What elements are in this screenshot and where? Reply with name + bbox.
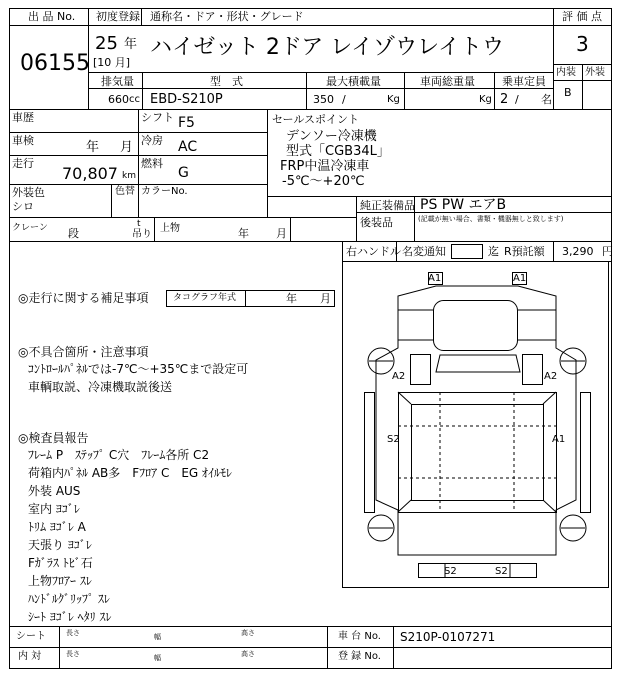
ext-color-label: 外装色 <box>12 186 45 199</box>
first-reg-year: 25 <box>95 33 118 54</box>
shift-value: F5 <box>178 115 195 131</box>
car-name-label: 通称名・ドア・形状・グレード <box>150 10 304 23</box>
model-value: EBD-S210P <box>150 92 223 107</box>
fuel-label: 燃料 <box>141 157 163 170</box>
crane-label: クレーン <box>12 223 48 233</box>
tax-label: 迄 <box>488 245 499 258</box>
capacity-slash: / <box>515 93 519 106</box>
aftermarket-label: 後装品 <box>360 216 393 229</box>
displacement-label: 排気量 <box>101 75 134 88</box>
inspector-line-9: ﾊﾝﾄﾞﾙｸﾞﾘｯﾌﾟ ｽﾚ <box>28 592 110 606</box>
length-label: 長さ <box>66 629 80 637</box>
damage-mark: A1 <box>513 273 527 284</box>
capacity-value: 2 <box>500 92 509 107</box>
fuel-value: G <box>178 165 189 181</box>
height-label: 高さ <box>241 650 255 658</box>
damage-mark: A1 <box>552 434 566 445</box>
inspector-line-7: Fｶﾞﾗｽ ﾄﾋﾞ石 <box>28 556 93 570</box>
aftermarket-note: (記載が無い場合、書類・機器無しと致します) <box>418 215 564 223</box>
max-load-label: 最大積載量 <box>326 75 381 88</box>
recycle-label: R預託額 <box>504 245 545 258</box>
upper-year: 年 <box>238 227 249 240</box>
inspector-line-8: 上物ﾌﾛｱｰ ｽﾚ <box>28 574 92 588</box>
inspector-line-6: 天張り ﾖｺﾞﾚ <box>28 538 92 552</box>
name-change-label: 名変通知 <box>402 245 446 258</box>
inspector-line-5: ﾄﾘﾑ ﾖｺﾞﾚ A <box>28 520 86 534</box>
displacement-value: 660 <box>108 93 129 106</box>
damage-mark: S2 <box>495 566 508 577</box>
registration-label: 登 録 No. <box>338 651 381 662</box>
recycle-value: 3,290 <box>562 245 594 258</box>
lot-number: 06155 <box>20 51 90 76</box>
car-name: ハイゼット 2ドア レイゾウレイトウ <box>150 35 505 60</box>
inspection-year: 年 <box>86 140 100 155</box>
sales-line-3: FRP中温冷凍車 <box>280 159 370 174</box>
height-label: 高さ <box>241 629 255 637</box>
mileage-unit: km <box>122 171 136 181</box>
crane-unit: 段 <box>68 227 79 240</box>
gross-weight-label: 車両総重量 <box>420 75 475 88</box>
capacity-unit: 名 <box>541 93 552 106</box>
inspector-line-4: 室内 ﾖｺﾞﾚ <box>28 502 80 516</box>
overall-score: 3 <box>576 32 589 56</box>
handle-side: 右ハンドル <box>346 245 401 258</box>
sales-point-label: セールスポイント <box>272 113 360 126</box>
exterior-label: 外装 <box>585 67 605 78</box>
mileage-value: 70,807 <box>62 164 118 183</box>
color-no-label-2: カラーNo. <box>141 186 188 197</box>
inspection-label: 車検 <box>12 134 34 147</box>
displacement-unit: cc <box>129 94 140 105</box>
width-label: 幅 <box>154 654 161 662</box>
aircon-label: 冷房 <box>141 134 163 147</box>
damage-mark: A2 <box>544 371 558 382</box>
defect-line-2: 車輌取説、冷凍機取説後送 <box>28 380 173 394</box>
inspector-line-2: 荷箱内ﾊﾟﾈﾙ AB多 Fﾌﾛｱ C EG ｵｲﾙﾓﾚ <box>28 466 233 480</box>
chassis-label: 車 台 No. <box>338 631 381 642</box>
inspection-month: 月 <box>120 140 134 155</box>
color-no-label: 色替 <box>115 186 135 197</box>
max-load-slash: / <box>342 93 346 106</box>
inspector-line-1: ﾌﾚｰﾑ P ｽﾃｯﾌﾟ C穴 ﾌﾚｰﾑ各所 C2 <box>28 448 210 462</box>
inspector-report-label: ◎検査員報告 <box>18 431 89 445</box>
defects-label: ◎不具合箇所・注意事項 <box>18 345 149 359</box>
tachograph-year: 年 <box>286 292 297 305</box>
truck-diagram <box>365 273 591 579</box>
upper-label: 上物 <box>160 223 180 234</box>
inspector-line-10: ｼｰﾄ ﾖｺﾞﾚ ﾍﾀﾘ ｽﾚ <box>28 610 112 624</box>
aircon-value: AC <box>178 139 198 155</box>
seat-label: シート <box>16 631 46 642</box>
damage-mark: S2 <box>444 566 457 577</box>
sales-line-1: デンソー冷凍機 <box>286 129 377 144</box>
model-label: 型 式 <box>210 75 243 88</box>
interior-score: B <box>564 86 572 99</box>
history-label: 車歴 <box>12 111 34 124</box>
chassis-number: S210P-0107271 <box>400 630 496 644</box>
tachograph-month: 月 <box>320 292 331 305</box>
mileage-label: 走行 <box>12 157 34 170</box>
equipment-value: PS PW エアB <box>420 197 507 213</box>
damage-mark: S2 <box>387 434 400 445</box>
shift-label: シフト <box>141 111 174 124</box>
tachograph-label: タコグラフ年式 <box>173 293 237 303</box>
gross-weight-unit: Kg <box>479 94 492 105</box>
year-unit: 年 <box>124 37 138 52</box>
first-reg-label: 初度登録 <box>96 10 140 23</box>
interior-label: 内装 <box>556 67 576 78</box>
recycle-unit: 円 <box>602 245 613 258</box>
sales-line-4: -5℃～+20℃ <box>282 174 365 189</box>
running-notes-label: ◎走行に関する補足事項 <box>18 291 149 305</box>
defect-line-1: ｺﾝﾄﾛｰﾙﾊﾟﾈﾙでは-7℃～+35℃まで設定可 <box>28 362 249 376</box>
equipment-label: 純正装備品 <box>360 199 415 212</box>
ton-label: t <box>137 219 141 229</box>
width-label: 幅 <box>154 633 161 641</box>
upper-month: 月 <box>276 227 287 240</box>
inspector-line-3: 外装 AUS <box>28 484 81 498</box>
ext-color-value: シロ <box>12 200 34 213</box>
interior-dim-label: 内 対 <box>18 651 42 662</box>
suspend-label: 吊り <box>132 229 152 240</box>
first-reg-month: [10 月] <box>93 56 131 69</box>
length-label: 長さ <box>66 650 80 658</box>
capacity-label: 乗車定員 <box>502 75 546 88</box>
damage-mark: A1 <box>428 273 442 284</box>
sales-line-2: 型式「CGB34L」 <box>286 144 390 159</box>
max-load-unit: Kg <box>387 94 400 105</box>
score-label: 評 価 点 <box>562 10 602 23</box>
damage-mark: A2 <box>392 371 406 382</box>
lot-label: 出 品 No. <box>28 10 76 23</box>
max-load-value: 350 <box>313 93 334 106</box>
